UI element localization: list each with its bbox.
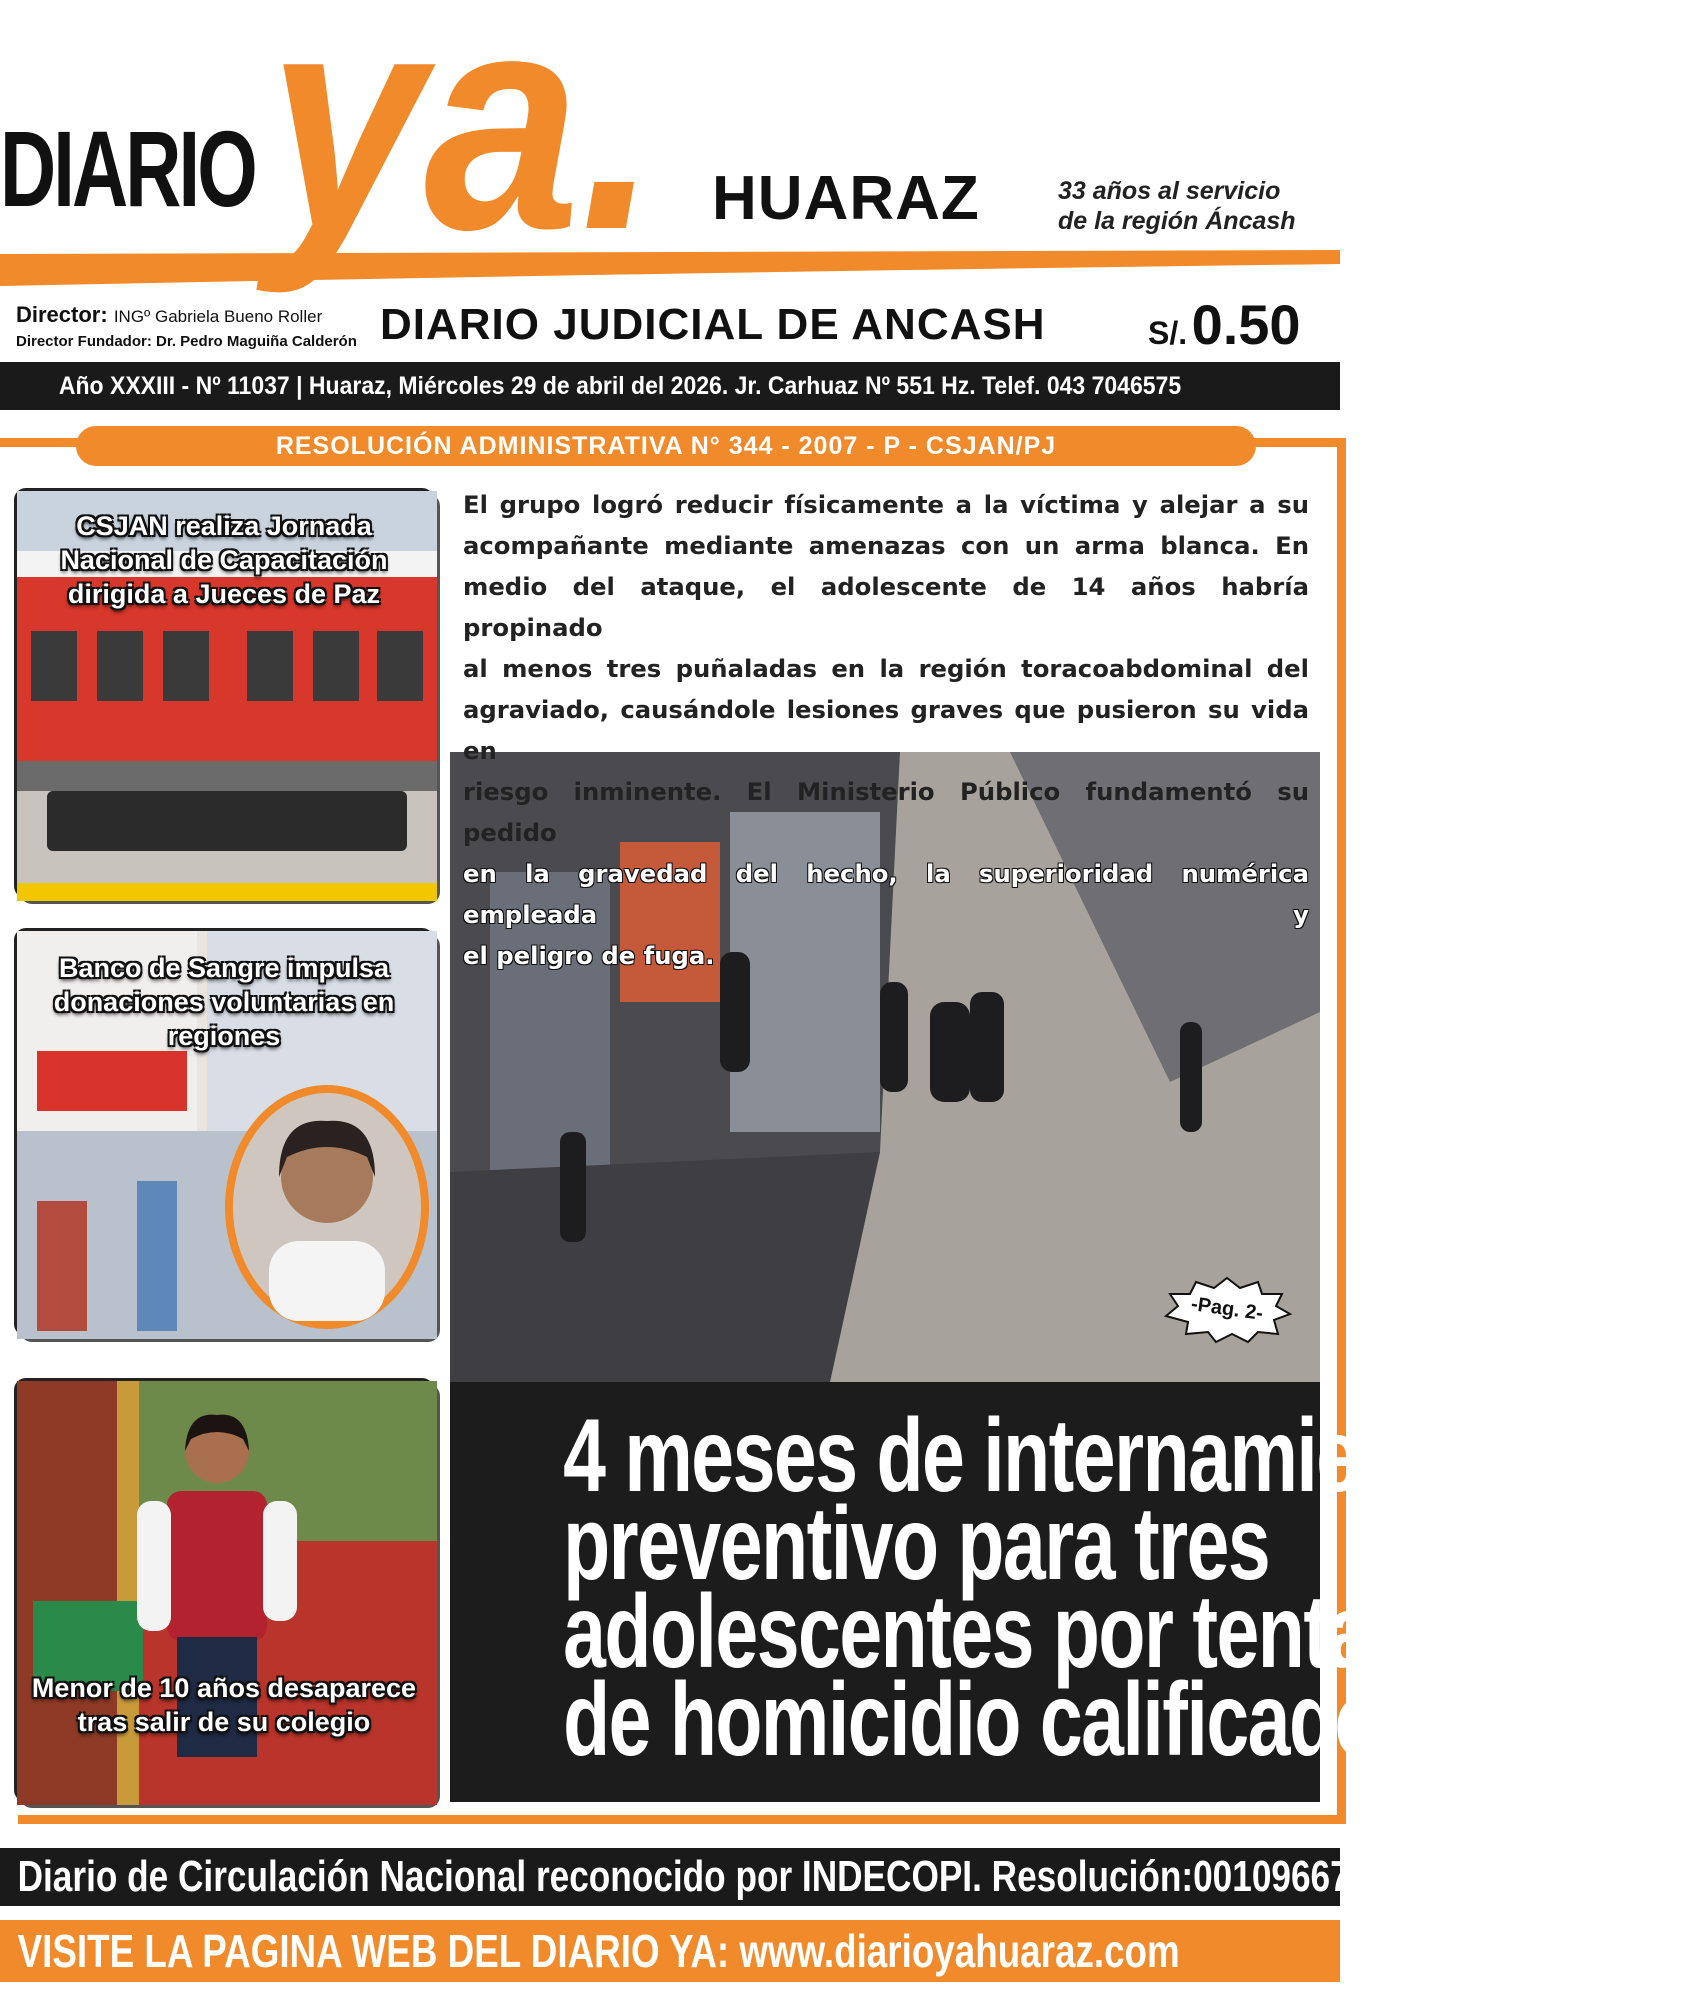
ya-logo-text: ya. [268,0,699,294]
headline-line: de homicidio calificado [563,1662,1381,1778]
masthead-word-huaraz: HUARAZ [712,164,980,233]
director-line [16,304,322,326]
info-bar [0,362,1340,410]
main-headline[interactable] [450,1398,1496,1778]
missing-girl-photo [17,1381,437,1805]
masthead-word-diario: DIARIO [0,108,255,229]
card-title: Banco de Sangre impulsa donaciones voluntarias en regiones [53,953,395,1051]
director-label: Director: [16,302,108,327]
website-bar [0,1920,1340,1982]
card-title: Menor de 10 años desaparece tras salir de su colegio [31,1673,417,1737]
headline-line: 4 meses de internamiento [563,1398,1473,1514]
circulation-text: Diario de Circulación Nacional reconocido por INDECOPI. Resolución:00109667 [17,1852,1350,1901]
story-line: al menos tres puñaladas en la región toracoabdominal del [463,654,1309,683]
website-link[interactable]: VISITE LA PAGINA WEB DEL DIARIO YA: www.diarioyahuaraz.com [17,1925,1180,1977]
price-value: 0.50 [1191,293,1301,356]
headline-line: preventivo para tres [563,1486,1270,1602]
story-body [463,484,1309,976]
ya-logo [268,0,699,294]
story-line: acompañante mediante amenazas con un arma blanca. En [463,531,1309,560]
news-card-menor-desaparecida[interactable] [14,1378,434,1802]
tagline-line-2: de la región Áncash [1058,207,1296,235]
page-ref[interactable]: -Pag. 2- [1189,1292,1265,1325]
story-line: el peligro de fuga. [463,941,715,970]
orange-swoosh [0,250,1388,290]
tagline-line-1: 33 años al servicio [1058,177,1281,205]
story-line: agraviado, causándole lesiones graves que pusieron su vida en [463,695,1309,765]
story-line: en la gravedad del hecho, la superioridad numérica empleada y [463,859,1309,929]
director-name: INGº Gabriela Bueno Roller [113,307,323,326]
news-card-csjan[interactable] [14,488,434,898]
story-line: riesgo inminente. El Ministerio Público fundamentó su pedido [463,777,1309,847]
headline-line: adolescentes por tentativa [563,1574,1496,1690]
story-line: El grupo logró reducir físicamente a la víctima y alejar a su [463,490,1309,519]
resolution-banner: RESOLUCIÓN ADMINISTRATIVA N° 344 - 2007 - P - CSJAN/PJ [76,426,1256,466]
founder-line: Director Fundador: Dr. Pedro Maguiña Calderón [16,333,357,350]
card-title: CSJAN realiza Jornada Nacional de Capacitación dirigida a Jueces de Paz [60,511,388,609]
story-line: medio del ataque, el adolescente de 14 años habría propinado [463,572,1309,642]
circulation-bar [0,1848,1350,1906]
tagline [1058,176,1358,236]
price-currency: S/. [1148,315,1188,351]
frame-corner [0,438,18,447]
subtitle: DIARIO JUDICIAL DE ANCASH [380,300,1046,349]
news-card-banco-sangre[interactable] [14,928,434,1336]
issue-info: Año XXXIII - Nº 11037 | Huaraz, Miércoles 29 de abril del 2026. Jr. Carhuaz Nº 551 Hz. Telef. 043 7046575 [58,371,1182,400]
price [1148,292,1301,357]
